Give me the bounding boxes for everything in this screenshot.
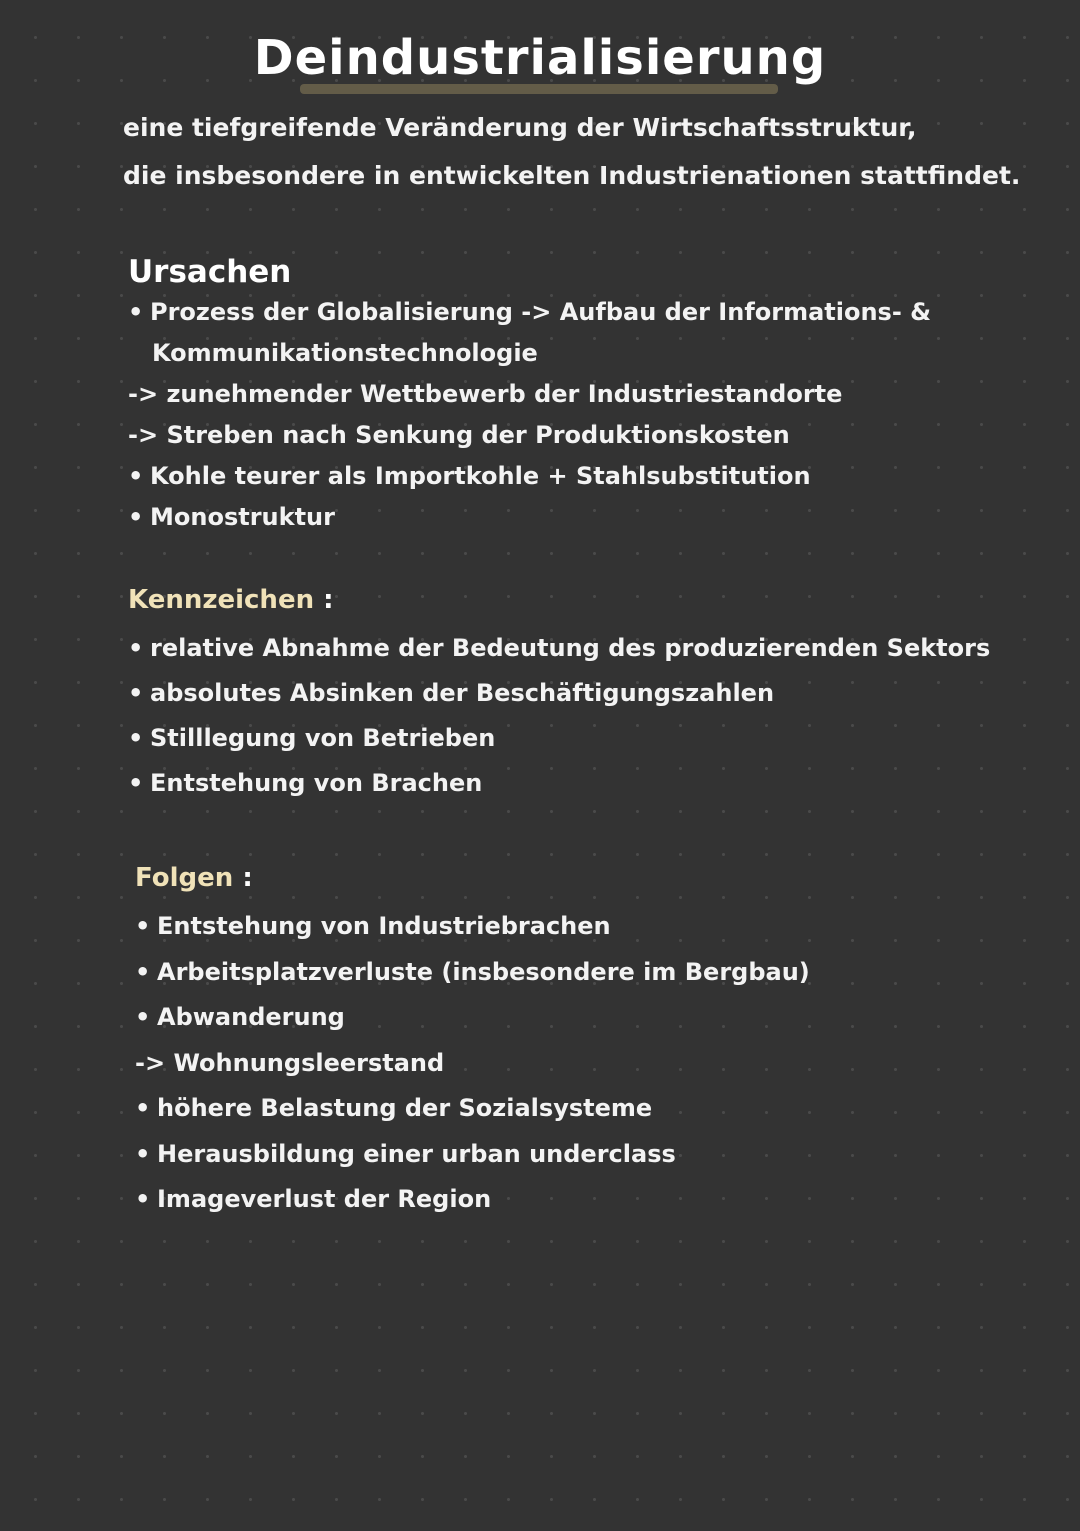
list-item-text: zunehmender Wettbewerb der Industriestandorte [166, 380, 843, 408]
list-item [128, 456, 1028, 497]
heading-ursachen: Ursachen [128, 254, 292, 290]
bullet-icon: • [128, 679, 144, 707]
list-item [128, 716, 1028, 761]
list-item [135, 995, 1035, 1041]
list-item-text: Kohle teurer als Importkohle + Stahlsubstitution [150, 462, 811, 490]
list-item-text: Stilllegung von Betrieben [150, 724, 496, 752]
list-item-text: Abwanderung [157, 1003, 345, 1031]
intro-line-2: die insbesondere in entwickelten Industrienationen stattfindet. [123, 161, 1021, 190]
list-item [128, 415, 1028, 456]
list-item [135, 1086, 1035, 1132]
list-item [128, 671, 1028, 716]
heading-folgen [135, 858, 1035, 898]
bullet-icon: • [128, 462, 144, 490]
section-ursachen [128, 252, 1028, 538]
list-item-continuation [128, 333, 1028, 374]
list-item [128, 292, 1028, 333]
bullet-icon: • [135, 1185, 151, 1213]
intro-line-1: eine tiefgreifende Veränderung der Wirtschaftsstruktur, [123, 113, 917, 142]
bullet-icon: • [128, 503, 144, 531]
bullet-icon: • [128, 298, 144, 326]
list-item [135, 904, 1035, 950]
list-item-text: Arbeitsplatzverluste (insbesondere im Bergbau) [157, 957, 810, 986]
list-item [128, 497, 1028, 538]
heading-colon: : [242, 863, 253, 893]
bullet-icon: • [128, 634, 144, 662]
list-item-text: Kommunikationstechnologie [152, 339, 538, 367]
list-item-text: Entstehung von Industriebrachen [157, 912, 611, 940]
list-item-text: absolutes Absinken der Beschäftigungszahlen [150, 679, 775, 707]
heading-kennzeichen [128, 580, 1028, 620]
list-item-text: Herausbildung einer urban underclass [157, 1139, 676, 1168]
list-item-text: Imageverlust der Region [157, 1185, 492, 1213]
bullet-icon: • [128, 724, 144, 752]
bullet-icon: • [128, 769, 144, 797]
list-item-text: Entstehung von Brachen [150, 769, 483, 797]
arrow-icon: -> [128, 380, 159, 408]
arrow-icon: -> [135, 1048, 166, 1077]
list-item [135, 1132, 1035, 1178]
heading-folgen-label: Folgen [135, 863, 234, 893]
list-item-text: höhere Belastung der Sozialsysteme [157, 1094, 653, 1122]
bullet-icon: • [135, 912, 151, 940]
bullet-icon: • [135, 1139, 151, 1168]
list-item-text: relative Abnahme der Bedeutung des produzierenden Sektors [150, 634, 991, 662]
list-item [135, 1177, 1035, 1223]
arrow-icon: -> [128, 421, 159, 449]
list-folgen [135, 904, 1035, 1223]
list-item [128, 374, 1028, 415]
bullet-icon: • [135, 957, 151, 986]
list-item [135, 1041, 1035, 1087]
bullet-icon: • [135, 1003, 151, 1031]
heading-kennzeichen-label: Kennzeichen [128, 585, 315, 615]
bullet-icon: • [135, 1094, 151, 1122]
list-item [128, 626, 1028, 671]
list-item-text: Monostruktur [150, 503, 335, 531]
list-item [128, 761, 1028, 806]
page-title: Deindustrialisierung [253, 30, 827, 86]
list-ursachen [128, 292, 1028, 538]
section-kennzeichen [128, 580, 1028, 806]
intro-definition [123, 104, 1023, 200]
list-item-text: Wohnungsleerstand [173, 1048, 445, 1077]
list-item-text: Streben nach Senkung der Produktionskosten [166, 421, 790, 449]
list-kennzeichen [128, 626, 1028, 806]
heading-colon: : [323, 585, 334, 615]
section-folgen [135, 858, 1035, 1223]
list-item [135, 950, 1035, 996]
list-item-text: Prozess der Globalisierung -> Aufbau der Informations- & [150, 298, 932, 326]
